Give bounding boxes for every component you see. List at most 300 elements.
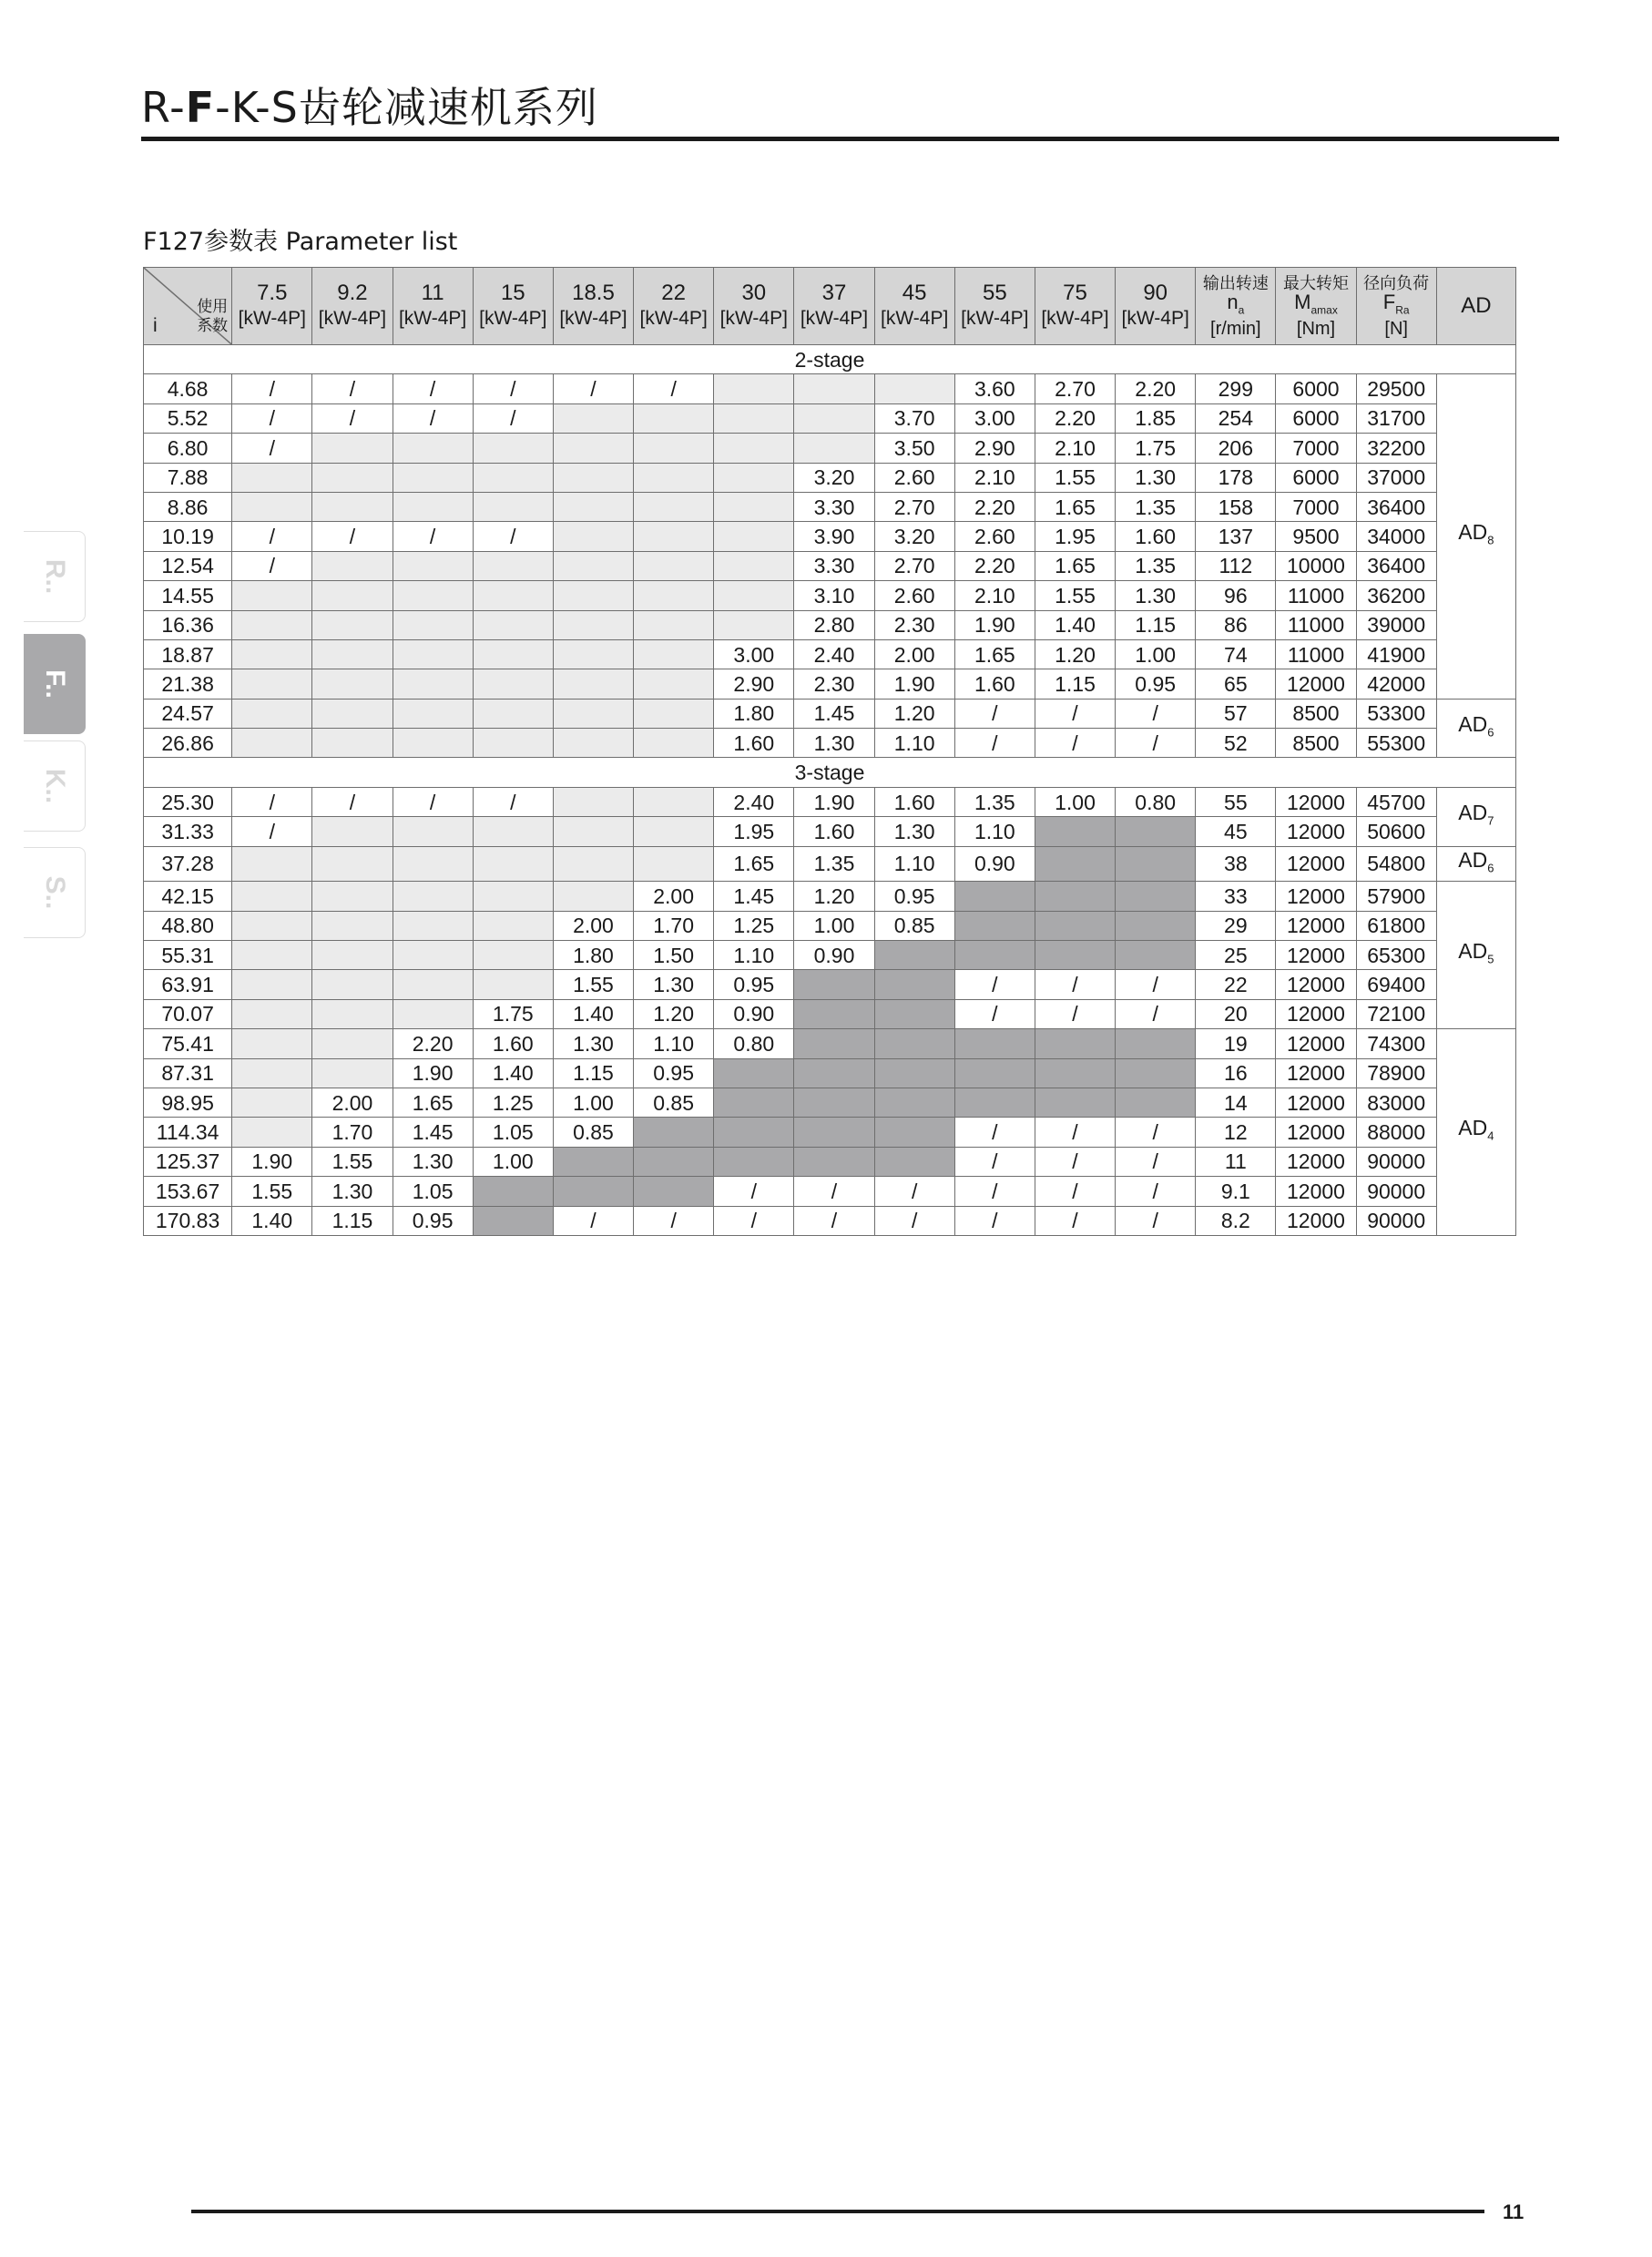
ad-label: AD [1458,1116,1488,1140]
service-factor-cell: 1.70 [312,1118,393,1147]
not-applicable-cell: / [1035,1177,1115,1206]
not-applicable-cell: / [954,729,1035,758]
title-prefix: R- [141,83,186,132]
not-applicable-cell: / [312,403,393,433]
service-factor-cell: 1.55 [1035,463,1115,492]
empty-cell [232,669,312,699]
max-torque-cell: 12000 [1276,882,1356,911]
max-torque-cell: 11000 [1276,610,1356,639]
radial-symbol-letter: F [1382,290,1396,313]
radial-load-cell: 39000 [1356,610,1436,639]
ad-label: AD [1458,520,1488,545]
empty-cell [393,970,473,999]
ad-subscript: 6 [1487,725,1494,740]
not-applicable-cell: / [714,1206,794,1235]
output-speed-cell: 112 [1196,551,1276,580]
empty-cell [393,817,473,846]
not-applicable-cell: / [393,374,473,403]
ratio-cell: 114.34 [144,1118,232,1147]
torque-symbol-subscript: amax [1310,303,1338,317]
service-factor-cell: 1.30 [312,1177,393,1206]
max-torque-cell: 12000 [1276,1029,1356,1058]
empty-cell [393,941,473,970]
empty-cell [553,699,633,728]
radial-symbol-subscript: Ra [1395,303,1410,317]
service-factor-cell: 2.70 [874,551,954,580]
unavailable-cell [794,1058,874,1088]
service-factor-cell: 2.60 [954,522,1035,551]
unavailable-cell [954,1029,1035,1058]
output-speed-cell: 22 [1196,970,1276,999]
empty-cell [473,817,553,846]
empty-cell [473,463,553,492]
not-applicable-cell: / [954,1147,1035,1176]
service-factor-cell: 0.85 [553,1118,633,1147]
max-torque-cell: 12000 [1276,999,1356,1028]
empty-cell [553,729,633,758]
unavailable-cell [794,1088,874,1117]
radial-load-cell: 72100 [1356,999,1436,1028]
empty-cell [312,999,393,1028]
service-factor-cell: 2.00 [312,1088,393,1117]
not-applicable-cell: / [473,787,553,816]
empty-cell [312,817,393,846]
service-factor-cell: 3.60 [954,374,1035,403]
unavailable-cell [874,1029,954,1058]
empty-cell [634,581,714,610]
power-value: 15 [500,281,525,305]
title-underline [141,137,1559,141]
service-factor-cell: 1.35 [1116,551,1196,580]
power-unit: [kW-4P] [719,308,788,329]
service-factor-cell: 2.30 [794,669,874,699]
side-tab-s[interactable] [24,847,86,938]
service-factor-cell: 0.95 [874,882,954,911]
table-row [144,669,1516,699]
radial-symbol [1357,290,1436,319]
power-value: 37 [821,281,847,305]
unavailable-cell [1116,1029,1196,1058]
service-factor-cell: 1.10 [714,941,794,970]
not-applicable-cell: / [634,374,714,403]
stage-label: 2-stage [144,345,1516,374]
empty-cell [553,669,633,699]
empty-cell [634,639,714,669]
empty-cell [553,551,633,580]
unavailable-cell [874,970,954,999]
table-row [144,492,1516,521]
corner-label-line2: 系数 [197,317,229,334]
unavailable-cell [714,1147,794,1176]
service-factor-cell: 1.35 [954,787,1035,816]
ratio-cell: 25.30 [144,787,232,816]
service-factor-cell: 2.20 [1035,403,1115,433]
empty-cell [232,1118,312,1147]
max-torque-cell: 6000 [1276,374,1356,403]
not-applicable-cell: / [714,1177,794,1206]
unavailable-cell [874,999,954,1028]
max-torque-cell: 9500 [1276,522,1356,551]
empty-cell [714,581,794,610]
empty-cell [232,729,312,758]
service-factor-cell: 3.90 [794,522,874,551]
service-factor-cell: 3.50 [874,434,954,463]
ad-cell [1436,846,1515,882]
empty-cell [393,551,473,580]
service-factor-cell: 1.15 [1035,669,1115,699]
empty-cell [232,492,312,521]
service-factor-cell: 1.25 [473,1088,553,1117]
service-factor-cell: 1.05 [393,1177,473,1206]
table-row [144,1147,1516,1176]
unavailable-cell [794,999,874,1028]
power-unit: [kW-4P] [318,308,387,329]
empty-cell [714,610,794,639]
ad-label: AD [1458,938,1488,963]
ad-subscript: 4 [1487,1128,1494,1143]
ratio-cell: 42.15 [144,882,232,911]
radial-load-cell: 65300 [1356,941,1436,970]
ratio-cell: 98.95 [144,1088,232,1117]
power-column-header [473,268,553,345]
empty-cell [473,846,553,882]
ratio-cell: 70.07 [144,999,232,1028]
table-row [144,1177,1516,1206]
power-column-header [634,268,714,345]
service-factor-cell: 1.30 [874,817,954,846]
empty-cell [473,729,553,758]
empty-cell [473,970,553,999]
ratio-cell: 31.33 [144,817,232,846]
unavailable-cell [1035,817,1115,846]
not-applicable-cell: / [954,1118,1035,1147]
radial-load-cell: 90000 [1356,1147,1436,1176]
table-row [144,374,1516,403]
side-tab-label: R.. [39,558,70,595]
ratio-cell: 8.86 [144,492,232,521]
service-factor-cell: 1.65 [393,1088,473,1117]
not-applicable-cell: / [954,699,1035,728]
empty-cell [473,941,553,970]
service-factor-cell: 1.70 [634,911,714,940]
table-row [144,551,1516,580]
service-factor-cell: 1.30 [634,970,714,999]
ad-subscript: 7 [1487,813,1494,828]
power-unit: [kW-4P] [398,308,467,329]
corner-service-factor-label [197,297,228,335]
max-torque-cell: 12000 [1276,787,1356,816]
table-row [144,581,1516,610]
radial-load-cell: 32200 [1356,434,1436,463]
unavailable-cell [794,970,874,999]
service-factor-cell: 1.30 [1116,463,1196,492]
service-factor-cell: 0.80 [1116,787,1196,816]
power-value: 18.5 [572,281,615,305]
radial-column-header [1356,268,1436,345]
service-factor-cell: 1.40 [553,999,633,1028]
side-tab-f[interactable] [24,634,86,734]
max-torque-cell: 12000 [1276,669,1356,699]
table-row [144,699,1516,728]
output-speed-cell: 9.1 [1196,1177,1276,1206]
empty-cell [232,999,312,1028]
unavailable-cell [1116,817,1196,846]
empty-cell [874,374,954,403]
service-factor-cell: 2.60 [874,581,954,610]
ratio-cell: 24.57 [144,699,232,728]
empty-cell [714,522,794,551]
ad-cell [1436,787,1515,846]
unavailable-cell [1035,911,1115,940]
unavailable-cell [954,941,1035,970]
empty-cell [393,639,473,669]
empty-cell [553,463,633,492]
not-applicable-cell: / [794,1177,874,1206]
radial-load-cell: 50600 [1356,817,1436,846]
service-factor-cell: 1.40 [473,1058,553,1088]
unavailable-cell [794,1118,874,1147]
ratio-cell: 153.67 [144,1177,232,1206]
service-factor-cell: 1.45 [714,882,794,911]
not-applicable-cell: / [473,403,553,433]
side-tab-label: F.. [39,669,70,699]
radial-load-cell: 61800 [1356,911,1436,940]
not-applicable-cell: / [232,374,312,403]
ratio-cell: 75.41 [144,1029,232,1058]
unavailable-cell [954,911,1035,940]
side-tab-k[interactable] [24,740,86,832]
empty-cell [393,699,473,728]
ad-cell [1436,374,1515,699]
service-factor-cell: 1.20 [794,882,874,911]
service-factor-cell: 1.00 [1035,787,1115,816]
power-column-header [794,268,874,345]
ad-subscript: 8 [1487,533,1494,547]
service-factor-cell: 1.90 [874,669,954,699]
not-applicable-cell: / [634,1206,714,1235]
service-factor-cell: 2.10 [1035,434,1115,463]
side-tab-r[interactable] [24,531,86,622]
empty-cell [312,669,393,699]
empty-cell [553,639,633,669]
ad-cell [1436,882,1515,1029]
unavailable-cell [874,1058,954,1088]
not-applicable-cell: / [232,551,312,580]
service-factor-cell: 0.85 [874,911,954,940]
ad-label: AD [1458,800,1488,824]
service-factor-cell: 1.60 [954,669,1035,699]
output-speed-cell: 33 [1196,882,1276,911]
footer-rule [191,2210,1484,2213]
output-speed-cell: 19 [1196,1029,1276,1058]
empty-cell [473,639,553,669]
service-factor-cell: 2.20 [1116,374,1196,403]
service-factor-cell: 2.20 [393,1029,473,1058]
ratio-cell: 55.31 [144,941,232,970]
not-applicable-cell: / [954,970,1035,999]
empty-cell [634,403,714,433]
service-factor-cell: 1.80 [714,699,794,728]
service-factor-cell: 2.20 [954,492,1035,521]
power-column-header [874,268,954,345]
service-factor-cell: 1.10 [874,846,954,882]
unavailable-cell [954,1058,1035,1088]
empty-cell [634,434,714,463]
ad-cell [1436,699,1515,758]
table-row [144,1206,1516,1235]
empty-cell [794,374,874,403]
unavailable-cell [473,1206,553,1235]
not-applicable-cell: / [1116,970,1196,999]
empty-cell [312,1058,393,1088]
unavailable-cell [874,1088,954,1117]
empty-cell [714,463,794,492]
unavailable-cell [794,1147,874,1176]
empty-cell [312,551,393,580]
ratio-cell: 21.38 [144,669,232,699]
not-applicable-cell: / [1116,699,1196,728]
empty-cell [794,434,874,463]
service-factor-cell: 1.75 [1116,434,1196,463]
service-factor-cell: 1.45 [393,1118,473,1147]
output-speed-cell: 74 [1196,639,1276,669]
not-applicable-cell: / [1035,1118,1115,1147]
empty-cell [393,463,473,492]
max-torque-cell: 12000 [1276,1088,1356,1117]
torque-symbol-letter: M [1294,290,1311,313]
table-row [144,882,1516,911]
power-value: 55 [982,281,1007,305]
empty-cell [232,1088,312,1117]
radial-unit: [N] [1384,319,1408,340]
service-factor-cell: 1.55 [1035,581,1115,610]
radial-load-cell: 34000 [1356,522,1436,551]
ad-label: AD [1458,711,1488,736]
not-applicable-cell: / [1116,1118,1196,1147]
empty-cell [634,492,714,521]
empty-cell [232,639,312,669]
power-unit: [kW-4P] [800,308,869,329]
ratio-cell: 7.88 [144,463,232,492]
ad-subscript: 6 [1487,861,1494,875]
service-factor-cell: 1.55 [553,970,633,999]
empty-cell [393,882,473,911]
radial-load-cell: 83000 [1356,1088,1436,1117]
power-unit: [kW-4P] [479,308,547,329]
output-speed-cell: 206 [1196,434,1276,463]
empty-cell [634,463,714,492]
service-factor-cell: 1.35 [1116,492,1196,521]
unavailable-cell [714,1058,794,1088]
service-factor-cell: 3.20 [874,522,954,551]
radial-load-cell: 69400 [1356,970,1436,999]
ad-cell [1436,1029,1515,1236]
service-factor-cell: 2.90 [954,434,1035,463]
service-factor-cell: 1.65 [1035,492,1115,521]
service-factor-cell: 1.90 [954,610,1035,639]
not-applicable-cell: / [1035,999,1115,1028]
radial-load-cell: 74300 [1356,1029,1436,1058]
empty-cell [634,787,714,816]
power-column-header [393,268,473,345]
unavailable-cell [714,1088,794,1117]
not-applicable-cell: / [1035,699,1115,728]
service-factor-cell: 1.15 [312,1206,393,1235]
not-applicable-cell: / [232,522,312,551]
unavailable-cell [634,1118,714,1147]
max-torque-cell: 12000 [1276,846,1356,882]
table-row [144,1088,1516,1117]
empty-cell [312,911,393,940]
power-value: 30 [741,281,767,305]
service-factor-cell: 1.25 [714,911,794,940]
unavailable-cell [714,1118,794,1147]
empty-cell [232,463,312,492]
not-applicable-cell: / [1116,1147,1196,1176]
ratio-cell: 48.80 [144,911,232,940]
service-factor-cell: 0.90 [954,846,1035,882]
speed-symbol-letter: n [1227,290,1239,313]
max-torque-cell: 11000 [1276,639,1356,669]
not-applicable-cell: / [232,817,312,846]
table-row [144,787,1516,816]
output-speed-cell: 25 [1196,941,1276,970]
table-row [144,610,1516,639]
power-column-header [714,268,794,345]
power-unit: [kW-4P] [1041,308,1109,329]
max-torque-cell: 12000 [1276,1058,1356,1088]
radial-load-cell: 36400 [1356,492,1436,521]
max-torque-cell: 7000 [1276,492,1356,521]
not-applicable-cell: / [312,374,393,403]
unavailable-cell [1116,941,1196,970]
unavailable-cell [794,1029,874,1058]
service-factor-cell: 0.95 [1116,669,1196,699]
radial-load-cell: 78900 [1356,1058,1436,1088]
stage-label: 3-stage [144,758,1516,787]
empty-cell [232,581,312,610]
table-row [144,846,1516,882]
empty-cell [714,374,794,403]
service-factor-cell: 1.10 [954,817,1035,846]
empty-cell [393,729,473,758]
speed-unit: [r/min] [1210,319,1261,340]
ratio-cell: 12.54 [144,551,232,580]
empty-cell [553,403,633,433]
output-speed-cell: 38 [1196,846,1276,882]
not-applicable-cell: / [794,1206,874,1235]
max-torque-cell: 12000 [1276,941,1356,970]
not-applicable-cell: / [553,1206,633,1235]
table-row [144,970,1516,999]
title-bold-letter: F [185,83,216,132]
service-factor-cell: 1.00 [553,1088,633,1117]
output-speed-cell: 55 [1196,787,1276,816]
stage-header-row [144,758,1516,787]
empty-cell [634,846,714,882]
side-tab-label: S.. [39,875,70,910]
empty-cell [473,581,553,610]
output-speed-cell: 158 [1196,492,1276,521]
page-number: 11 [1503,2201,1525,2223]
power-column-header [954,268,1035,345]
table-header-row [144,268,1516,345]
service-factor-cell: 1.40 [232,1206,312,1235]
empty-cell [232,610,312,639]
service-factor-cell: 1.30 [393,1147,473,1176]
service-factor-cell: 1.45 [794,699,874,728]
max-torque-cell: 7000 [1276,434,1356,463]
